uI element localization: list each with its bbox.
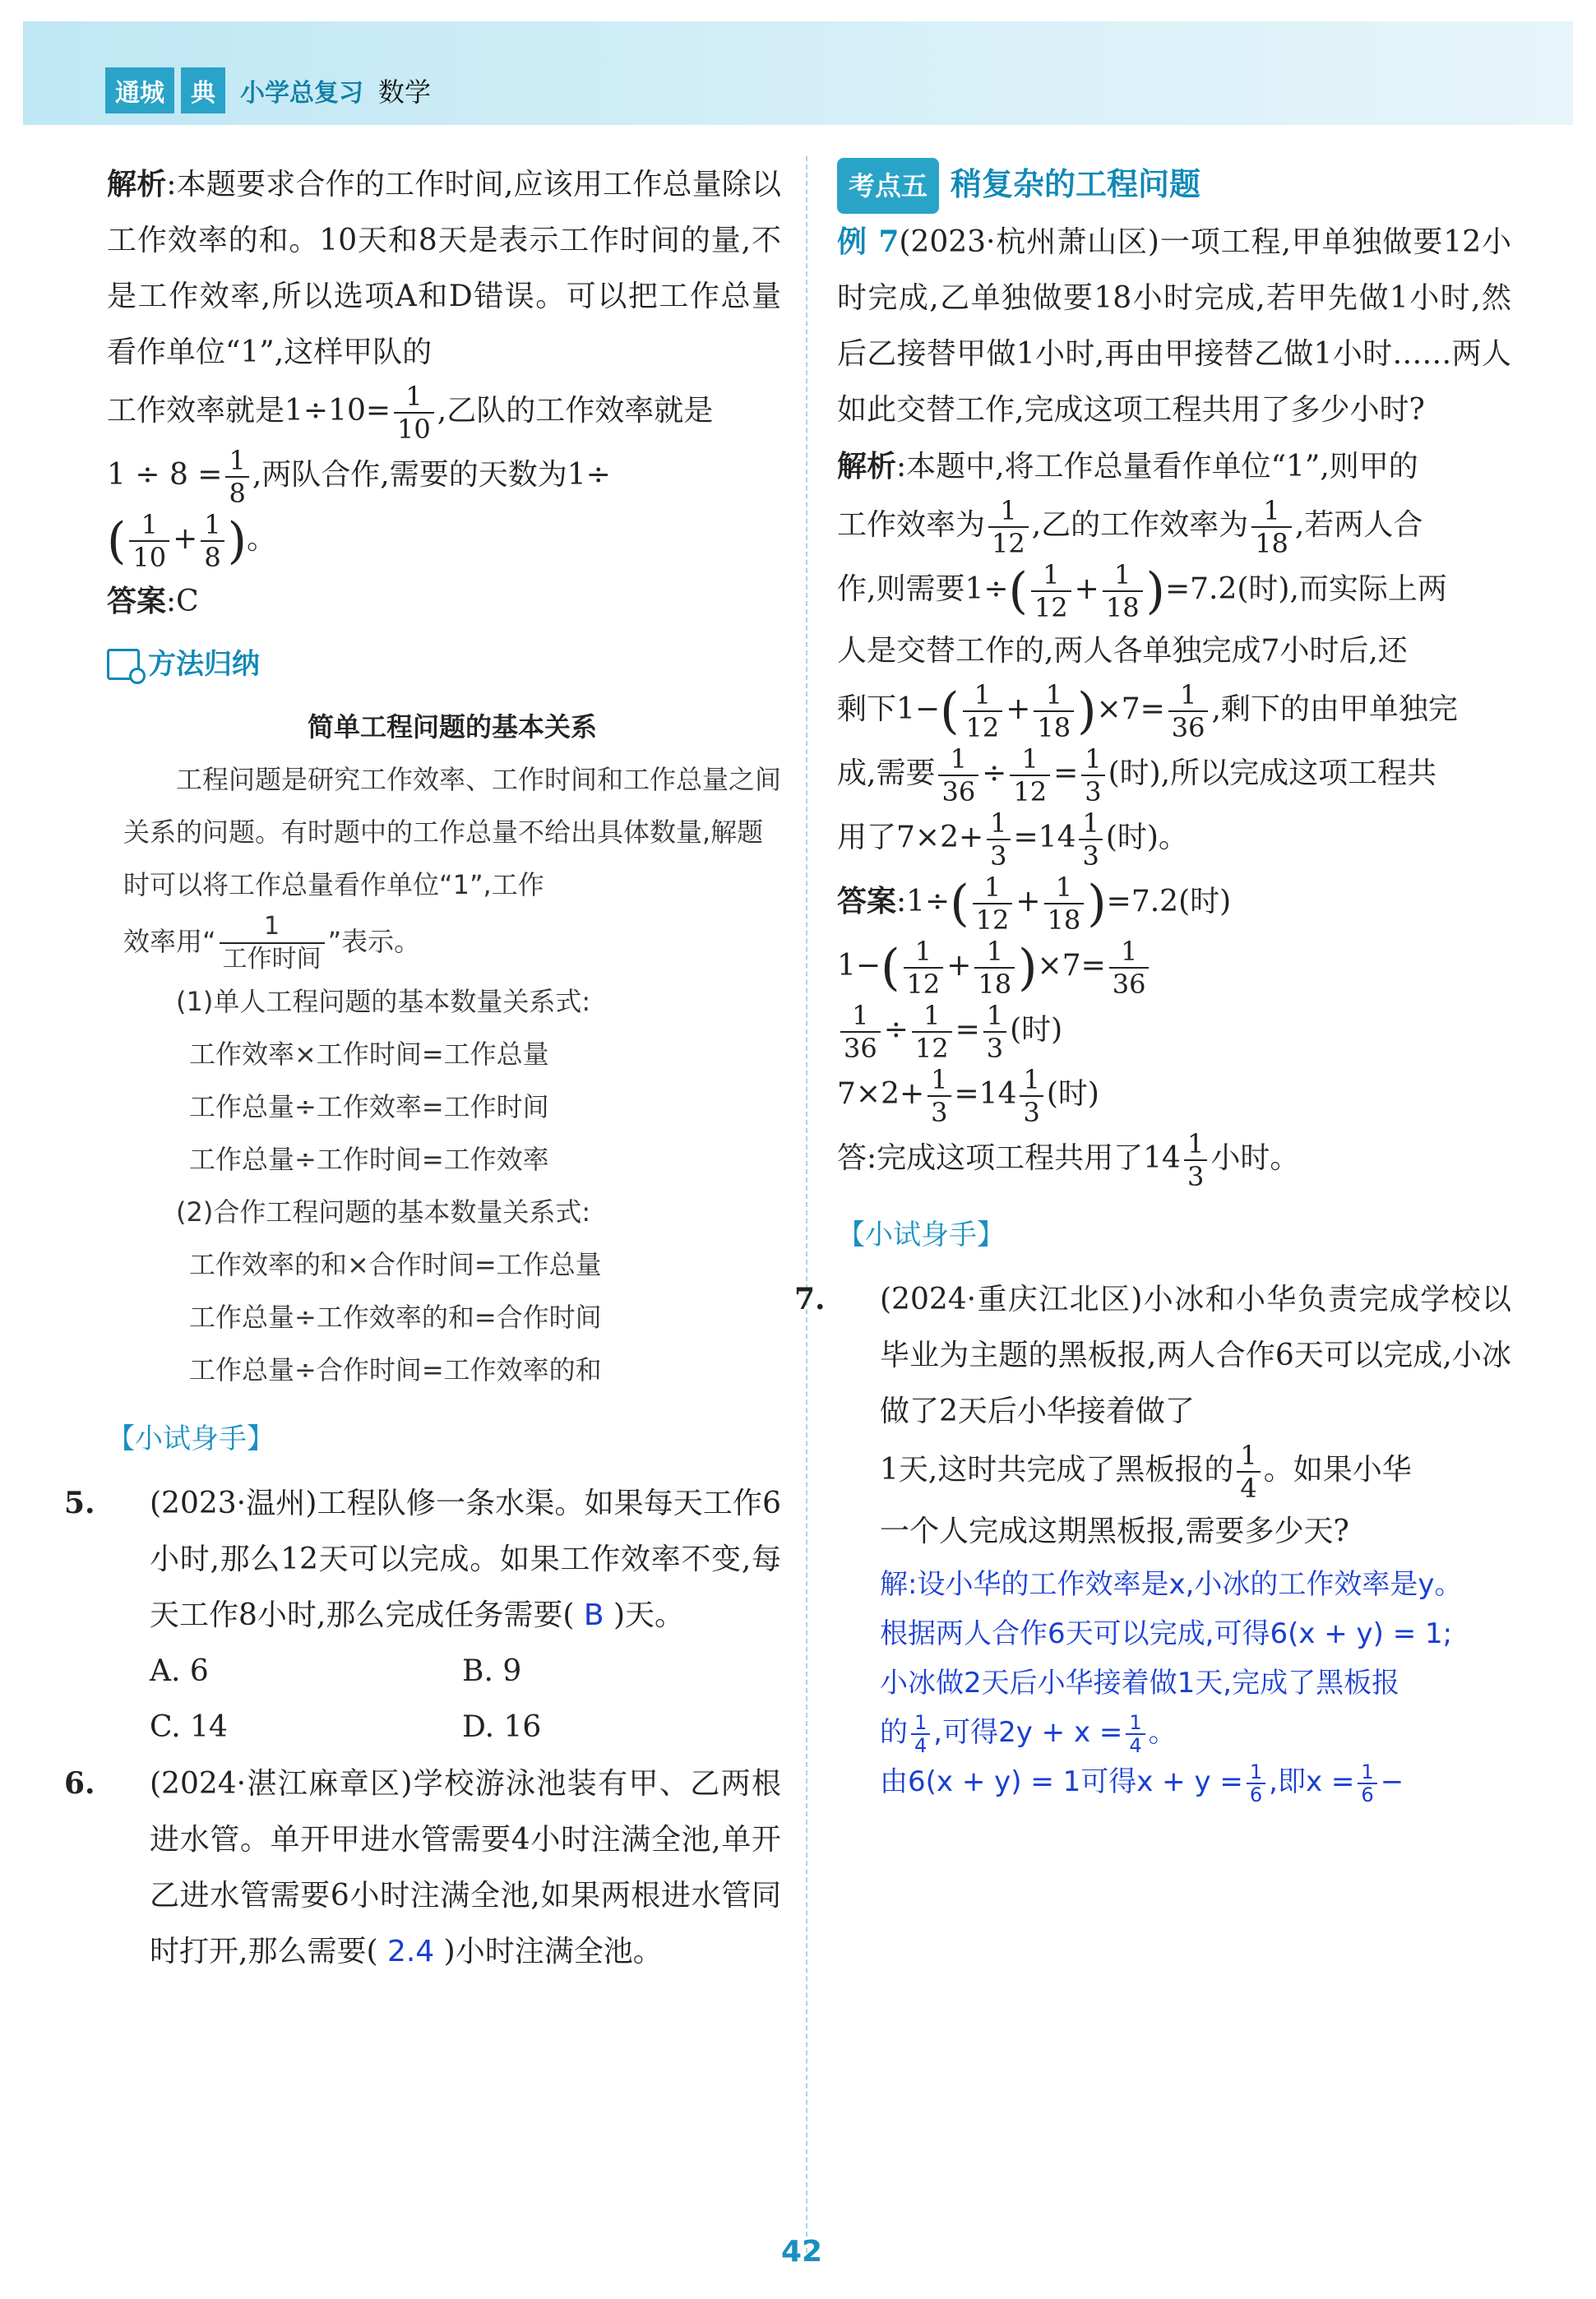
keypoint-tag: 考点五 [837,158,939,214]
answer-line-4: 7×2+ $\frac{1}{3}$ =14 $\frac{1}{3}$ (时) [837,1064,1099,1128]
option-b: B. 9 [462,1654,522,1688]
method-paragraph: 工程问题是研究工作效率、工作时间和工作总量之间关系的问题。有时题中的工作总量不给出具体数量,解题时可以将工作总量看作单位“1”,工作 [123,764,782,900]
method-box [107,701,781,1396]
option-a: A. 6 [150,1654,209,1688]
fraction: $\frac{1}{8}$ [225,445,248,509]
sol-line-4: 的 $\frac{1}{4}$ ,可得2y + x = $\frac{1}{4}$ 。 [880,1710,1177,1757]
analysis-line-5: 剩下1−( $\frac{1}{12}$ + $\frac{1}{18}$ )×7= $\frac{1}{36}$ ,剩下的由甲单独完 [837,679,1458,743]
q5-answer: B [583,1598,604,1632]
option-c: C. 14 [150,1710,228,1744]
brand-logo-b: 典 [181,67,225,113]
analysis-paragraph: 解析:本题要求合作的工作时间,应该用工作总量除以工作效率的和。10天和8天是表示工作时间的量,不是工作效率,所以选项A和D错误。可以把工作总量看作单位“1”,这样甲队的 [107,167,781,369]
analysis-line-3: 作,则需要1÷( $\frac{1}{12}$ + $\frac{1}{18}$ )=7.2(时),而实际上两 [837,559,1447,623]
fraction: $\frac{1}{10}$ [394,381,434,445]
answer-line-2: 1−( $\frac{1}{12}$ + $\frac{1}{18}$ )×7= $\frac{1}{36}$ [837,936,1511,1000]
keypoint-title: 稍复杂的工程问题 [951,166,1201,202]
question-7: 7. (2024·重庆江北区)小冰和小华负责完成学校以毕业为主题的黑板报,两人合作6天可以完成,小冰做了2天后小华接着做了 [794,1282,1511,1428]
answer-line: 答案:C [107,584,199,618]
subject-title: 数学 [378,76,432,108]
sol-line-5: 由6(x + y) = 1可得x + y = $\frac{1}{6}$ ,即x = $\frac{1}{6}$ − [880,1760,1404,1806]
analysis-line-6: 成,需要 $\frac{1}{36}$ ÷ $\frac{1}{12}$ = $\frac{1}{3}$ (时),所以完成这项工程共 [837,743,1437,807]
keypoint-header [837,156,1511,214]
analysis-line-4: ( $\frac{1}{10}$ + $\frac{1}{8}$ )。 [107,509,277,573]
q5-options-row-2 [107,1700,781,1755]
try-title: 【小试身手】 [107,1422,275,1455]
single-rule: 工作效率×工作时间=工作总量 [189,1038,549,1070]
analysis-line-7: 用了7×2+ $\frac{1}{3}$ =14 $\frac{1}{3}$ (时)。 [837,807,1188,872]
left-column [64,156,782,1980]
sol-line-2: 根据两人合作6天可以完成,可得6(x + y) = 1; [880,1617,1453,1650]
final-answer: 答:完成这项工程共用了14 $\frac{1}{3}$ 小时。 [837,1128,1300,1192]
coop-title: (2)合作工程问题的基本数量关系式: [176,1196,591,1228]
coop-rule: 工作总量÷工作效率的和=合作时间 [189,1302,602,1333]
analysis-line-2: 工作效率为 $\frac{1}{12}$ ,乙的工作效率为 $\frac{1}{18}$ ,若两人合 [837,495,1423,559]
single-rule: 工作总量÷工作时间=工作效率 [189,1144,549,1175]
single-title: (1)单人工程问题的基本数量关系式: [176,986,591,1017]
analysis-line-1: 解析:本题中,将工作总量看作单位“1”,则甲的 [837,449,1418,483]
method-paragraph-2: 效率用“ $\frac{1}{\text{工作时间}}$ ”表示。 [123,912,421,974]
q5-options-row-1 [107,1644,781,1700]
method-heading: 简单工程问题的基本关系 [307,711,597,742]
note-icon [107,649,140,680]
page-number: 42 [781,2235,823,2269]
brand-bar [105,64,431,117]
brand-logo-a: 通城 [105,67,174,113]
right-column [794,156,1511,1806]
question-7-line-2: 1天,这时共完成了黑板报的 $\frac{1}{4}$ 。如果小华 [880,1440,1412,1504]
coop-rule: 工作效率的和×合作时间=工作总量 [189,1249,602,1280]
sol-line-3: 小冰做2天后小华接着做1天,完成了黑板报 [880,1667,1400,1700]
analysis-line-2: 工作效率就是1÷10= $\frac{1}{10}$ ,乙队的工作效率就是 [107,381,714,445]
analysis-line-3: 1 ÷ 8 = $\frac{1}{8}$ ,两队合作,需要的天数为1÷ [107,445,611,509]
try-title-right: 【小试身手】 [837,1219,1005,1251]
method-title: 方法归纳 [107,636,781,692]
answer-line-3: $\frac{1}{36}$ ÷ $\frac{1}{12}$ = $\frac{1}{3}$ (时) [837,1000,1511,1064]
q6-answer: 2.4 [386,1935,435,1968]
option-d: D. 16 [462,1710,542,1744]
column-divider [806,156,807,2261]
sol-line-1: 解:设小华的工作效率是x,小冰的工作效率是y。 [880,1568,1463,1601]
q7-solution [837,1560,1511,1806]
coop-rule: 工作总量÷合作时间=工作效率的和 [189,1354,602,1385]
example-7: 例 7(2023·杭州萧山区)一项工程,甲单独做要12小时完成,乙单独做要18小时完成,若甲先做1小时,然后乙接替甲做1小时,再由甲接替乙做1小时……两人如此交替工作,完成这项工程共用了多少小时? [837,224,1511,427]
question-7-line-3: 一个人完成这期黑板报,需要多少天? [880,1515,1349,1548]
book-title: 小学总复习 [240,79,363,108]
question-5: 5. (2023·温州)工程队修一条水渠。如果每天工作6小时,那么12天可以完成。如果工作效率不变,每天工作8小时,那么完成任务需要( B )天。 [64,1486,781,1632]
question-6: 6. (2024·湛江麻章区)学校游泳池装有甲、乙两根进水管。单开甲进水管需要4小时注满全池,单开乙进水管需要6小时注满全池,如果两根进水管同时打开,那么需要( 2.4 )小时注满全池。 [64,1766,781,1968]
analysis-line-4: 人是交替工作的,两人各单独完成7小时后,还 [837,634,1408,668]
answer-line-1: 答案:1÷( $\frac{1}{12}$ + $\frac{1}{18}$ )=7.2(时) [837,872,1232,936]
single-rule: 工作总量÷工作效率=工作时间 [189,1091,549,1122]
